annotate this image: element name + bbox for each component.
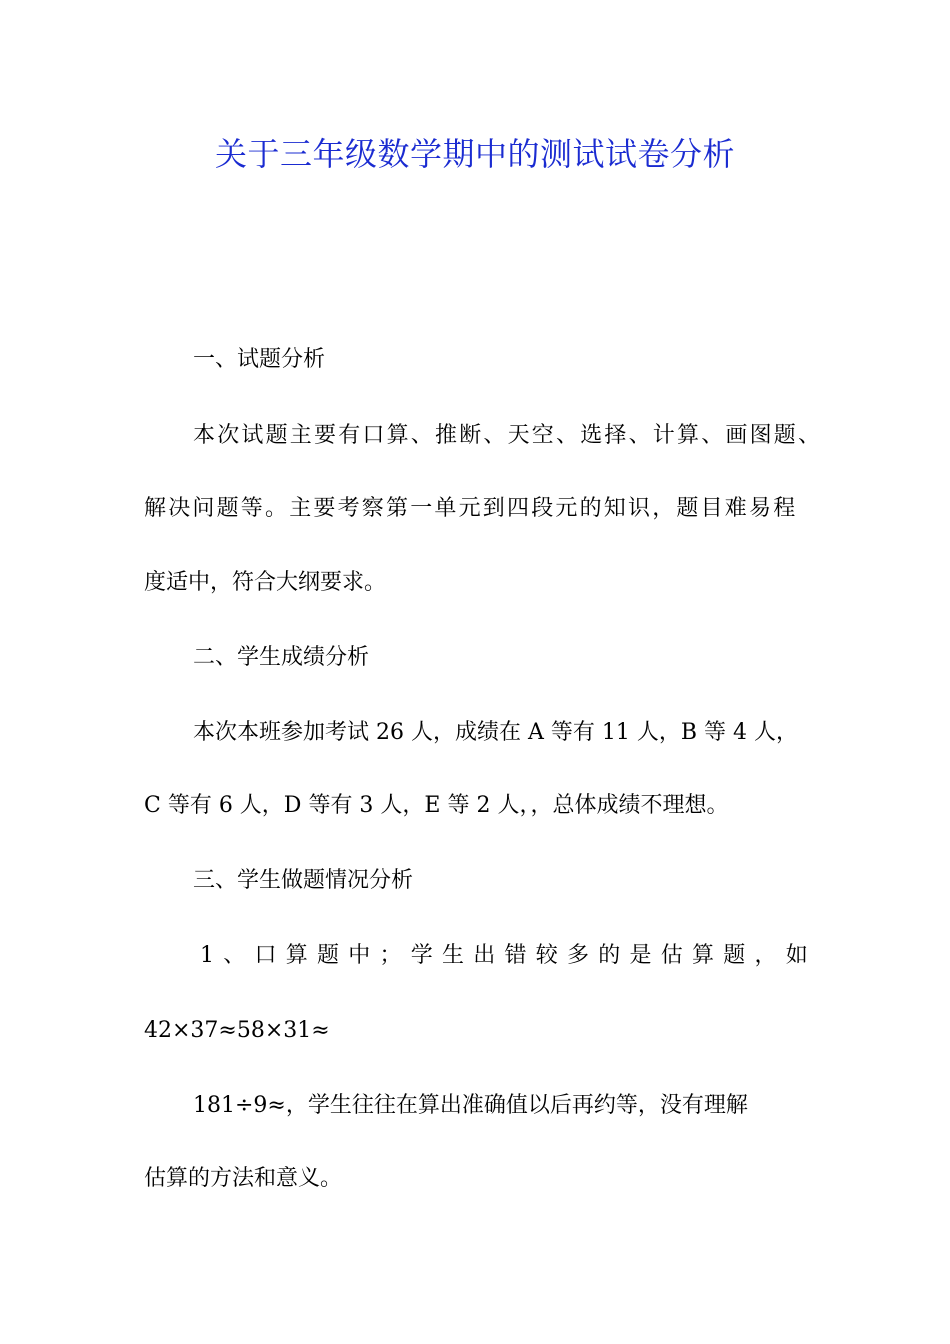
- spread-paragraph-line: [200, 940, 808, 972]
- spread-char: 的: [598, 943, 621, 968]
- spread-char: 如: [785, 943, 808, 968]
- spread-char: 算: [691, 943, 714, 968]
- spread-char: ，: [754, 943, 777, 968]
- spread-char: ；: [379, 943, 402, 968]
- section-heading-3: 三、学生做题情况分析: [193, 868, 414, 893]
- paragraph-line: 度适中，符合大纲要求。: [144, 570, 387, 595]
- paragraph-line: 估算的方法和意义。: [144, 1166, 343, 1191]
- spread-char: 、: [223, 943, 246, 968]
- document-title: 关于三年级数学期中的测试试卷分析: [214, 135, 735, 173]
- spread-char: 1: [200, 943, 214, 968]
- spread-char: 错: [504, 943, 527, 968]
- spread-char: 估: [660, 943, 683, 968]
- paragraph-line: 本次本班参加考试 26 人，成绩在 A 等有 11 人，B 等 4 人，: [193, 720, 798, 745]
- spread-char: 算: [285, 943, 308, 968]
- spread-char: 学: [410, 943, 433, 968]
- spread-char: 题: [316, 943, 339, 968]
- paragraph-line: C 等有 6 人，D 等有 3 人，E 等 2 人，，总体成绩不理想。: [144, 793, 729, 818]
- spread-char: 出: [473, 943, 496, 968]
- spread-char: 是: [629, 943, 652, 968]
- paragraph-line: 本次试题主要有口算、推断、天空、选择、计算、画图题、: [193, 423, 823, 448]
- spread-char: 生: [441, 943, 464, 968]
- spread-char: 题: [723, 943, 746, 968]
- spread-char: 中: [348, 943, 371, 968]
- paragraph-line: 解决问题等。主要考察第一单元到四段元的知识，题目难易程: [144, 496, 798, 521]
- paragraph-line: 42×37≈58×31≈: [144, 1018, 330, 1043]
- spread-char: 多: [566, 943, 589, 968]
- spread-char: 较: [535, 943, 558, 968]
- paragraph-line: 181÷9≈，学生往往在算出准确值以后再约等，没有理解: [193, 1093, 748, 1118]
- section-heading-2: 二、学生成绩分析: [193, 645, 370, 670]
- spread-char: 口: [254, 943, 277, 968]
- section-heading-1: 一、试题分析: [193, 347, 326, 372]
